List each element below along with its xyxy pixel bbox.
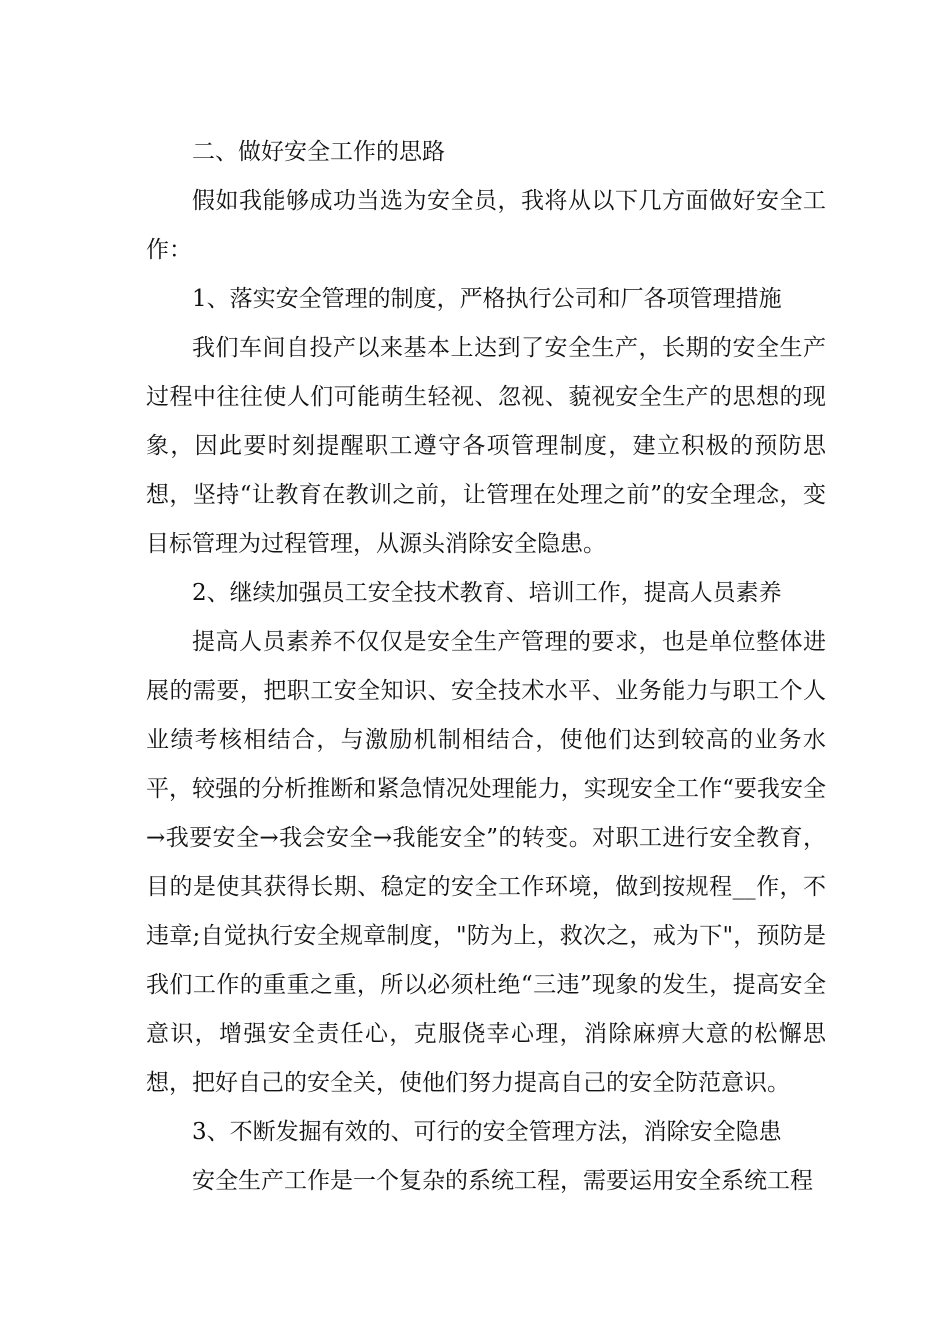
intro-paragraph: 假如我能够成功当选为安全员，我将从以下几方面做好安全工作： xyxy=(146,188,826,263)
item-paragraph-1: 我们车间自投产以来基本上达到了安全生产，长期的安全生产过程中往往使人们可能萌生轻视、忽视、藐视安全生产的思想的现象，因此要时刻提醒职工遵守各项管理制度，建立积极的预防思想，坚持“让教育在教训之前，让管理在处理之前”的安全理念，变目标管理为过程管理，从源头消除安全隐患。 xyxy=(146,335,826,557)
item-heading-3: 3、不断发掘有效的、可行的安全管理方法，消除安全隐患 xyxy=(192,1119,782,1145)
item-paragraph-3: 安全生产工作是一个复杂的系统工程，需要运用安全系统工程 xyxy=(192,1168,813,1194)
item-paragraph-2: 提高人员素养不仅仅是安全生产管理的要求，也是单位整体进展的需要，把职工安全知识、安全技术水平、业务能力与职工个人业绩考核相结合，与激励机制相结合，使他们达到较高的业务水平，较强的分析推断和紧急情况处理能力，实现安全工作“要我安全→我要安全→我会安全→我能安全”的转变。对职工进行安全教育，目的是使其获得长期、稳定的安全工作环境，做到按规程__作，不违章;自觉执行安全规章制度，"防为上，救次之，戒为下"，预防是我们工作的重重之重，所以必须杜绝“三违”现象的发生，提高安全意识，增强安全责任心，克服侥幸心理，消除麻痹大意的松懈思想，把好自己的安全关，使他们努力提高自己的安全防范意识。 xyxy=(146,629,826,1096)
document-body xyxy=(146,128,826,1206)
item-heading-1: 1、落实安全管理的制度，严格执行公司和厂各项管理措施 xyxy=(192,286,782,312)
item-heading-2: 2、继续加强员工安全技术教育、培训工作，提高人员素养 xyxy=(192,580,782,606)
section-heading: 二、做好安全工作的思路 xyxy=(192,139,445,165)
